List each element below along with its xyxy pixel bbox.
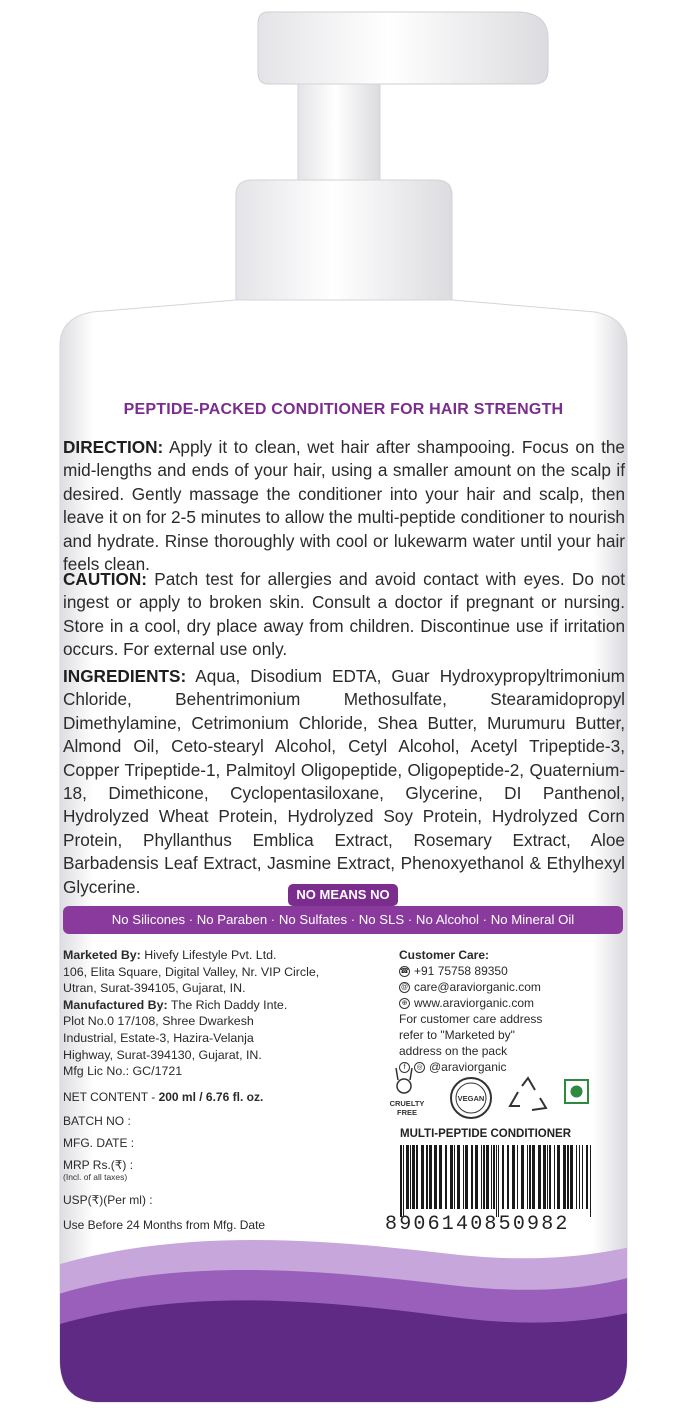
- net-content-label: NET CONTENT -: [63, 1090, 159, 1104]
- barcode-bar: [483, 1145, 485, 1209]
- barcode-bar: [582, 1145, 583, 1209]
- barcode-bar: [493, 1145, 495, 1209]
- customer-care-title: Customer Care:: [399, 948, 490, 962]
- barcode-bar: [547, 1145, 548, 1209]
- customer-care-note-line: refer to "Marketed by": [399, 1028, 515, 1042]
- net-content: [63, 1090, 263, 1104]
- barcode-bar: [517, 1145, 518, 1209]
- product-name: MULTI-PEPTIDE CONDITIONER: [400, 1128, 572, 1140]
- barcode-bar: [590, 1145, 591, 1217]
- caution-section: [63, 568, 625, 662]
- marketed-address-line: 106, Elita Square, Digital Valley, Nr. VIP Circle,: [63, 964, 320, 979]
- barcode-bar: [507, 1145, 509, 1209]
- barcode-bar: [471, 1145, 473, 1209]
- barcode-bar: [570, 1145, 573, 1209]
- barcode-bar: [576, 1145, 577, 1209]
- barcode-bar: [549, 1145, 551, 1209]
- product-heading: PEPTIDE-PACKED CONDITIONER FOR HAIR STRENGTH: [123, 401, 564, 418]
- barcode-bar: [439, 1145, 442, 1209]
- globe-icon: ⊕: [399, 998, 410, 1009]
- direction-label: DIRECTION:: [63, 437, 164, 457]
- facebook-icon: f: [399, 1062, 410, 1073]
- barcode-bar: [481, 1145, 482, 1209]
- marketed-by-name: Hivefy Lifestyle Pvt. Ltd.: [140, 948, 277, 962]
- barcode-bar: [486, 1145, 489, 1209]
- barcode-bar: [416, 1145, 418, 1209]
- manufactured-address-line: Highway, Surat-394130, Gujarat, IN.: [63, 1047, 262, 1062]
- usp: USP(₹)(Per ml) :: [63, 1193, 153, 1207]
- manufactured-by-label: Manufactured By:: [63, 997, 168, 1012]
- barcode-bar: [410, 1145, 411, 1209]
- barcode-bar: [457, 1145, 460, 1209]
- barcode-bar: [463, 1145, 464, 1209]
- customer-care-note-line: For customer care address: [399, 1012, 543, 1026]
- barcode-bar: [543, 1145, 546, 1209]
- barcode-bar: [429, 1145, 432, 1209]
- batch-no: BATCH NO :: [63, 1114, 131, 1128]
- pump-nozzle: [258, 12, 548, 84]
- barcode-bar: [563, 1145, 566, 1209]
- instagram-icon: ◎: [414, 1062, 425, 1073]
- cruelty-free-text-2: FREE: [396, 1108, 418, 1117]
- barcode-bar: [554, 1145, 555, 1209]
- barcode-bar: [412, 1145, 415, 1209]
- direction-text: Apply it to clean, wet hair after shampooing. Focus on the mid-lengths and ends of your hair, using a smaller amount on the scalp if desired. Gently massage the conditioner into your hair and scalp, then leave it on for 2-5 minutes to allow the multi-peptide conditioner to nourish and hydrate. Rinse thoroughly with cool or lukewarm water until your hair feels clean.: [63, 437, 625, 575]
- barcode-bar: [465, 1145, 468, 1209]
- marketed-address-line: Utran, Surat-394105, Gujarat, IN.: [63, 981, 246, 996]
- pump-stem: [298, 84, 380, 184]
- ingredients-label: INGREDIENTS:: [63, 666, 187, 686]
- barcode-bar: [529, 1145, 531, 1209]
- barcode-bar: [454, 1145, 455, 1209]
- direction-section: [63, 436, 625, 576]
- cruelty-free-text-1: CRUELTY: [389, 1099, 425, 1108]
- mfg-license: Mfg Lic No.: GC/1721: [63, 1064, 183, 1079]
- barcode-number: 8906140850982: [385, 1213, 570, 1236]
- mfg-date: MFG. DATE :: [63, 1136, 135, 1150]
- barcode-bar: [512, 1145, 515, 1209]
- social-handle: @araviorganic: [429, 1060, 507, 1074]
- barcode-bar: [586, 1145, 588, 1209]
- customer-care-email: care@araviorganic.com: [414, 980, 541, 994]
- barcode-bar: [406, 1145, 409, 1209]
- barcode-bar: [538, 1145, 541, 1209]
- phone-icon: ☎: [400, 967, 409, 975]
- net-content-value: 200 ml / 6.76 fl. oz.: [158, 1090, 264, 1104]
- barcode-bar: [475, 1145, 478, 1209]
- no-means-no-badge: NO MEANS NO: [288, 884, 398, 906]
- email-icon: @: [400, 983, 409, 991]
- barcode-bar: [445, 1145, 447, 1209]
- barcode-bar: [434, 1145, 437, 1209]
- barcode-bar: [496, 1145, 497, 1217]
- free-from-bar: No Silicones · No Paraben · No Sulfates · No SLS · No Alcohol · No Mineral Oil: [63, 906, 623, 934]
- barcode-bar: [491, 1145, 492, 1209]
- marketed-by-label: Marketed By:: [63, 948, 141, 962]
- barcode-bar: [426, 1145, 428, 1209]
- barcode-bar: [532, 1145, 535, 1209]
- barcode-bar: [450, 1145, 453, 1209]
- manufactured-address-line: Industrial, Estate-3, Hazira-Velanja: [63, 1030, 254, 1045]
- ingredients-text: Aqua, Disodium EDTA, Guar Hydroxypropyltrimonium Chloride, Behentrimonium Methosulfate, Stearamidopropyl Dimethylamine, Cetrimonium Chloride, Shea Butter, Murumuru Butter, Almond Oil, Ceto-stearyl Alcohol, Cetyl Alcohol, Acetyl Tripeptide-3, Copper Tripeptide-1, Palmitoyl Oligopeptide, Oligopeptide-2, Quaternium-18, Dimethicone, Cyclopentasiloxane, Glycerine, DI Panthenol, Hydrolyzed Wheat Protein, Hydrolyzed Soy Protein, Hydrolyzed Corn Protein, Phyllanthus Emblica Extract, Rosemary Extract, Aloe Barbadensis Leaf Extract, Jasmine Extract, Phenoxyethanol & Ethylhexyl Glycerine.: [63, 666, 625, 897]
- barcode-bar: [403, 1145, 404, 1217]
- caution-text: Patch test for allergies and avoid contact with eyes. Do not ingest or apply to broken skin. Consult a doctor if pregnant or nursing. Store in a cool, dry place away from children. Discontinue use if irritation occurs. For external use only.: [63, 569, 625, 660]
- vegan-text: VEGAN: [457, 1094, 485, 1103]
- pump-collar: [236, 180, 452, 300]
- customer-care-note-line: address on the pack: [399, 1044, 508, 1058]
- barcode-bar: [400, 1145, 402, 1217]
- caution-label: CAUTION:: [63, 569, 148, 589]
- mrp: MRP Rs.(₹) :: [63, 1158, 134, 1172]
- marketed-by-block: [63, 947, 363, 1080]
- customer-care-block: [399, 947, 599, 1075]
- barcode-bar: [498, 1145, 499, 1217]
- customer-care-web: www.araviorganic.com: [414, 996, 535, 1010]
- use-before: Use Before 24 Months from Mfg. Date: [63, 1218, 266, 1232]
- barcode-bar: [567, 1145, 569, 1209]
- customer-care-phone: +91 75758 89350: [414, 964, 508, 978]
- manufactured-address-line: Plot No.0 17/108, Shree Dwarkesh: [63, 1014, 254, 1029]
- barcode-bar: [521, 1145, 524, 1209]
- manufactured-by-name: The Rich Daddy Inte.: [167, 997, 288, 1012]
- barcode-bar: [502, 1145, 504, 1209]
- barcode-bar: [557, 1145, 560, 1209]
- barcode-bar: [421, 1145, 424, 1209]
- mrp-note: (Incl. of all taxes): [63, 1172, 128, 1182]
- ingredients-section: [63, 665, 625, 899]
- barcode-bar: [527, 1145, 528, 1209]
- barcode-bar: [579, 1145, 580, 1209]
